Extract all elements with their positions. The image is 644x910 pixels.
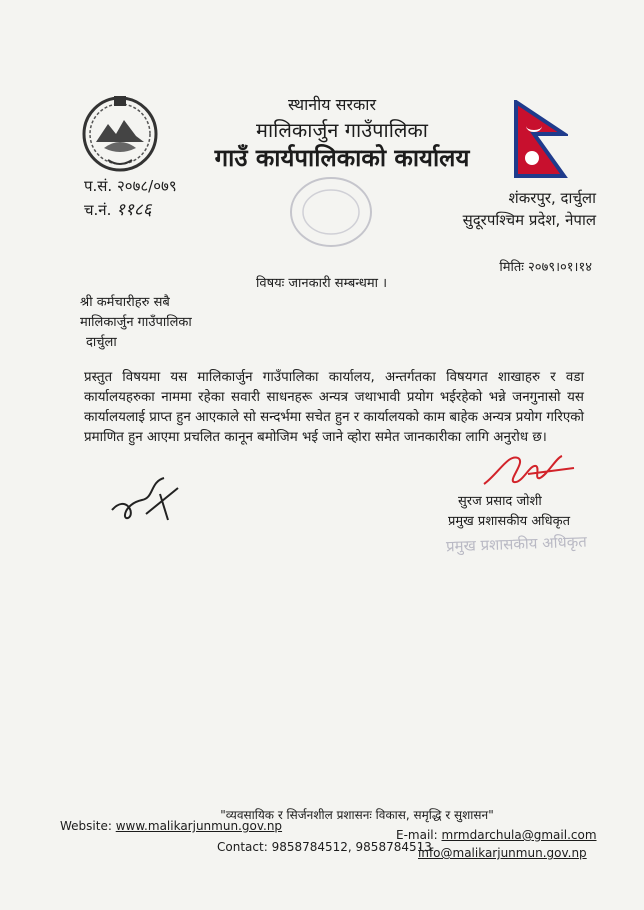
email-label: E-mail: <box>396 828 438 842</box>
footer-contact <box>217 840 432 854</box>
patra-sankhya: प.सं. २०७८/०७९ <box>84 177 177 195</box>
recipient-line-2: मालिकार्जुन गाउँपालिका <box>80 315 192 330</box>
letter-date: मितिः २०७९।०१।१४ <box>499 260 592 275</box>
email-link-2[interactable]: info@malikarjunmun.gov.np <box>418 846 587 860</box>
recipient-line-3: दार्चुला <box>86 335 117 350</box>
contact-numbers: 9858784512, 9858784513 <box>271 840 432 854</box>
website-link[interactable]: www.malikarjunmun.gov.np <box>115 819 283 833</box>
letter-subject: विषयः जानकारी सम्बन्धमा । <box>256 276 388 291</box>
footer-website <box>60 819 282 833</box>
letter-body: प्रस्तुत विषयमा यस मालिकार्जुन गाउँपालिका कार्यालय, अन्तर्गतका विषयगत शाखाहरु र वडा कार्यालयहरुका नाममा रहेका सवारी साधनहरू अन्यत्र जथाभावी प्रयोग भईरहेको भन्ने जनगुनासो यस कार्यालयलाई प्राप्त हुन आएकाले सो सन्दर्भमा सचेत हुन र कार्यालयको काम बाहेक अन्यत्र प्रयोग गरिएको प्रमाणित हुन आएमा प्रचलित कानून बमोजिम भई जाने व्होरा समेत जानकारीका लागि अनुरोध छ। <box>84 370 584 445</box>
recipient-line-1: श्री कर्मचारीहरु सबै <box>80 295 170 310</box>
website-label: Website: <box>60 819 112 833</box>
chalani-value: ११८६ <box>116 200 152 220</box>
header-local-government: स्थानीय सरकार <box>288 95 376 114</box>
signatory-name: सुरज प्रसाद जोशी <box>458 494 542 509</box>
initials-signature-icon <box>108 474 188 524</box>
signatory-title: प्रमुख प्रशासकीय अधिकृत <box>448 514 571 529</box>
contact-label: Contact: <box>217 840 268 854</box>
header-office-name: गाउँ कार्यपालिकाको कार्यालय <box>214 144 470 172</box>
address-line-2: सुदूरपश्चिम प्रदेश, नेपाल <box>462 211 596 229</box>
office-seal-icon <box>286 172 376 252</box>
address-line-1: शंकरपुर, दार्चुला <box>508 189 596 207</box>
footer-motto: "व्यवसायिक र सिर्जनशील प्रशासनः विकास, समृद्धि र सुशासन" <box>220 808 494 822</box>
chalani-label: च.नं. <box>84 201 112 219</box>
email-link-1[interactable]: mrmdarchula@gmail.com <box>441 828 597 842</box>
chalani-number <box>84 197 152 220</box>
signature-icon <box>478 444 578 494</box>
header-municipality-name: मालिकार्जुन गाउँपालिका <box>256 118 428 142</box>
official-stamp: प्रमुख प्रशासकीय अधिकृत <box>445 532 588 556</box>
